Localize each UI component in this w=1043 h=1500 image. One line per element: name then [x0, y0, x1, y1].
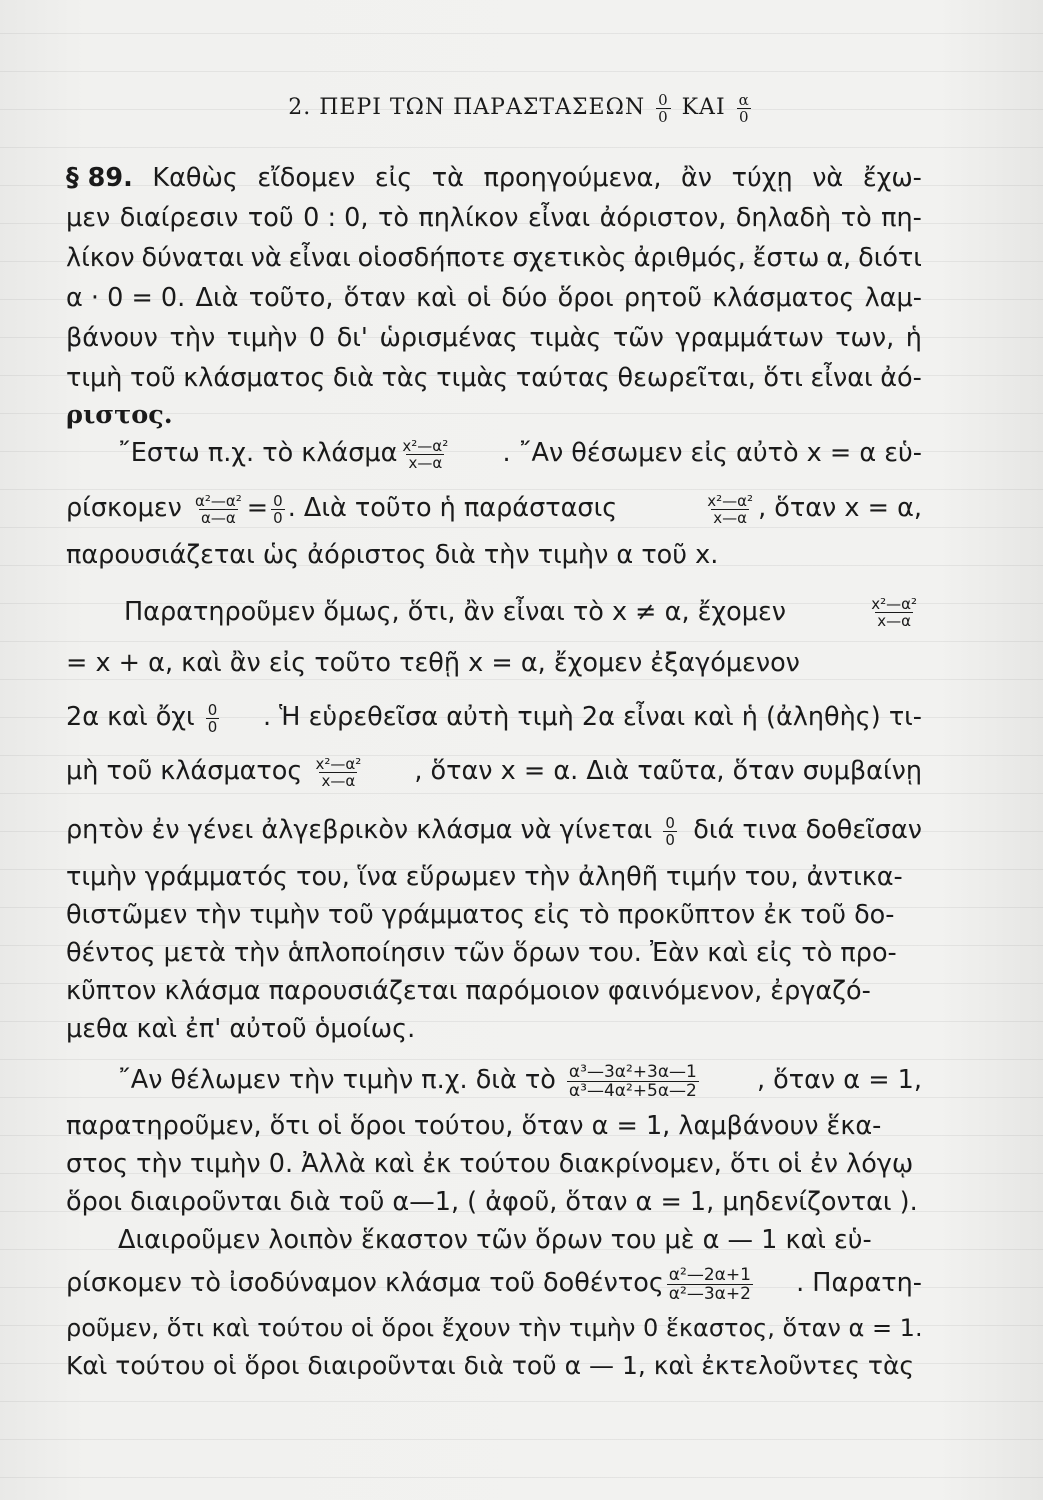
word: 0 [308, 323, 326, 353]
word: εἶναι [810, 363, 873, 393]
word: ἔστω [752, 243, 820, 273]
p1-line-2 [66, 198, 922, 238]
p4-line-1: ῎Αν θέλωμεν τὴν τιμὴν π.χ. διὰ τὸ $\frac{\text{α³—3α²+3α—1}}{\text{α³—4α²+5α—2}}$ , ὅταν α = 1, [118, 1061, 922, 1101]
word: 0 : 0, [303, 203, 369, 233]
section-number: § 89. [66, 163, 133, 193]
word: τοῦ [247, 203, 294, 233]
word: γραμμάτων [675, 323, 824, 353]
word: νὰ [812, 163, 844, 193]
p5-line-3: ροῦμεν, ὅτι καὶ τούτου οἱ ὅροι ἔχουν τὴν τιμὴν 0 ἕκαστος, ὅταν α = 1. [66, 1314, 923, 1342]
word: σχετικὸς [512, 243, 627, 273]
p2-line-2: ρίσκομεν $\frac{\text{α²—α²}}{\alpha—\alpha}$ = $\frac{0}{0}$ . Διὰ τοῦτο ἡ παράστασις $\frac{\text{x²—α²}}{x—\alpha}$ , ὅταν x = α, [66, 491, 922, 527]
word: Διὰ [195, 283, 239, 313]
word: τὰ [431, 163, 464, 193]
word: ὅταν [343, 283, 406, 313]
p1-line-4 [66, 278, 922, 318]
word: πηλίκον [418, 203, 519, 233]
p3-line-7: θιστῶμεν τὴν τιμὴν τοῦ γράμματος εἰς τὸ προκῦπτον ἐκ τοῦ δο- [66, 900, 895, 930]
p5-line-1: Διαιροῦμεν λοιπὸν ἕκαστον τῶν ὅρων του μὲ α — 1 καὶ εὑ- [118, 1225, 872, 1255]
fraction: $\frac{\text{x²—α²}}{x—\alpha}$ [707, 491, 754, 527]
p5-line-4: Καὶ τούτου οἱ ὅροι διαιροῦνται διὰ τοῦ α — 1, καὶ ἐκτελοῦντες τὰς [66, 1351, 915, 1380]
p5-line-2: ρίσκομεν τὸ ἰσοδύναμον κλάσμα τοῦ δοθέντος $\frac{\text{α²—2α+1}}{\text{α²—3α+2}}$ . Παρατη- [66, 1264, 922, 1304]
word: α · 0 = 0. [66, 283, 186, 313]
p3-line-10: μεθα καὶ ἐπ' αὐτοῦ ὁμοίως. [66, 1014, 416, 1044]
word: ὡρισμένας [379, 323, 518, 353]
section-heading [0, 88, 1043, 128]
word: τιμὴν [226, 323, 298, 353]
p3-line-5: ρητὸν ἐν γένει ἀλγεβρικὸν κλάσμα νὰ γίνεται $\frac{0}{0}$ διά τινα δοθεῖσαν [66, 813, 922, 849]
p4-line-2: παρατηροῦμεν, ὅτι οἱ ὅροι τούτου, ὅταν α = 1, λαμβάνουν ἕκα- [66, 1111, 882, 1141]
fraction: $\frac{0}{0}$ [665, 813, 675, 849]
heading-fraction-alpha-over-zero: $\frac{\alpha}{0}$ [738, 90, 750, 126]
word: προηγούμενα, [483, 163, 662, 193]
fraction: $\frac{\text{x²—α²}}{x—\alpha}$ [871, 594, 917, 630]
p3-line-4: μὴ τοῦ κλάσματος $\frac{\text{x²—α²}}{x—\alpha}$ , ὅταν x = α. Διὰ ταῦτα, ὅταν συμβαίνῃ [66, 754, 922, 790]
word: καὶ [416, 283, 457, 313]
word: εἴδομεν [257, 163, 356, 193]
p3-line-8: θέντος μετὰ τὴν ἁπλοποίησιν τῶν ὅρων του. Ἐὰν καὶ εἰς τὸ προ- [66, 938, 897, 968]
word: τιμὰς [436, 363, 509, 393]
word: ὅτι [763, 363, 803, 393]
word: κλάσματος [712, 283, 855, 313]
heading-and: ΚΑΙ [681, 95, 726, 120]
fraction: $\frac{0}{0}$ [273, 491, 283, 527]
p1-line-3 [66, 238, 922, 278]
p2-line-3: παρουσιάζεται ὡς ἀόριστος διὰ τὴν τιμὴν α τοῦ x. [66, 540, 719, 570]
p3-line-1: Παρατηροῦμεν ὅμως, ὅτι, ἂν εἶναι τὸ x ≠ α, ἔχομεν $\frac{\text{x²—α²}}{x—\alpha}$ [124, 594, 917, 630]
fraction: $\frac{\text{x²—α²}}{x—\alpha}$ [315, 754, 362, 790]
fraction: $\frac{\text{α²—α²}}{\alpha—\alpha}$ [194, 491, 242, 527]
word: θεωρεῖται, [617, 363, 756, 393]
word: ρητοῦ [623, 283, 702, 313]
word: διαίρεσιν [119, 203, 239, 233]
word: τιμὴ [66, 363, 123, 393]
fraction: $\frac{\text{α²—2α+1}}{\text{α²—3α+2}}$ [668, 1264, 751, 1304]
word: ταύτας [515, 363, 610, 393]
fraction: $\frac{\text{α³—3α²+3α—1}}{\text{α³—4α²+5α—2}}$ [568, 1061, 697, 1101]
word: ἡ [905, 323, 922, 353]
word: τὴν [169, 323, 216, 353]
word: οἱ [466, 283, 492, 313]
word: τὸ [377, 203, 409, 233]
p3-line-9: κῦπτον κλάσμα παρουσιάζεται παρόμοιον φαινόμενον, ἐργαζό- [66, 976, 871, 1006]
word: εἶναι [288, 243, 351, 273]
word: ὅροι [557, 283, 614, 313]
word: ἀριθμός, [633, 243, 746, 273]
word: τὰς [381, 363, 429, 393]
word: ἀόριστον, [599, 203, 727, 233]
word: δι' [336, 323, 368, 353]
p1-line-7 [66, 395, 922, 435]
word: τιμὰς [529, 323, 602, 353]
word: νὰ [250, 243, 282, 273]
p3-line-2: = x + α, καὶ ἂν εἰς τοῦτο τεθῇ x = α, ἔχομεν ἐξαγόμενον [66, 648, 800, 678]
word: τοῦ [129, 363, 176, 393]
word: λίκον [66, 243, 135, 273]
p4-line-3: στος τὴν τιμὴν 0. Ἀλλὰ καὶ ἐκ τούτου διακρίνομεν, ὅτι οἱ ἐν λόγῳ [66, 1149, 914, 1179]
word: δηλαδὴ [735, 203, 832, 233]
p1-line-5 [66, 318, 922, 358]
word: ἀό- [880, 363, 922, 393]
word: διὰ [332, 363, 374, 393]
p3-line-6: τιμὴν γράμματός του, ἵνα εὕρωμεν τὴν ἀληθῆ τιμήν του, ἀντικα- [66, 862, 903, 892]
p1-line-1 [66, 158, 922, 198]
p2-line-1: ῎Εστω π.χ. τὸ κλάσμα $\frac{\text{x²—α²}}{x—\alpha}$ . ῎Αν θέσωμεν εἰς αὐτὸ x = α εὑ- [118, 436, 922, 472]
word: μεν [66, 203, 111, 233]
word: εἰς [374, 163, 413, 193]
heading-text: 2. ΠΕΡΙ ΤΩΝ ΠΑΡΑΣΤΑΣΕΩΝ [288, 95, 646, 120]
p3-line-3: 2α καὶ ὄχι $\frac{0}{0}$ . Ἡ εὑρεθεῖσα αὐτὴ τιμὴ 2α εἶναι καὶ ἡ (ἀληθὴς) τι- [66, 700, 922, 736]
word: τύχῃ [731, 163, 793, 193]
word: οἱοσδήποτε [357, 243, 506, 273]
word: ἂν [681, 163, 713, 193]
word: πη- [881, 203, 922, 233]
word: δύναται [141, 243, 244, 273]
word: βάνουν [66, 323, 158, 353]
word: δύο [501, 283, 548, 313]
word: τῶν [612, 323, 664, 353]
word: α, [826, 243, 852, 273]
heading-fraction-zero-over-zero: $\frac{0}{0}$ [658, 90, 669, 126]
word: ἔχω- [862, 163, 922, 193]
p1-line-6 [66, 358, 922, 398]
word: τὸ [840, 203, 872, 233]
fraction: $\frac{0}{0}$ [207, 700, 218, 736]
word: διότι [858, 243, 922, 273]
word: λαμ- [864, 283, 922, 313]
word: Καθὼς [152, 163, 238, 193]
bold-term: ριστος. [66, 400, 173, 430]
word: τοῦτο, [248, 283, 334, 313]
p4-line-4: ὅροι διαιροῦνται διὰ τοῦ α—1, ( ἀφοῦ, ὅταν α = 1, μηδενίζονται ). [66, 1187, 918, 1217]
word: κλάσματος [183, 363, 326, 393]
word: εἶναι [528, 203, 591, 233]
word: των, [835, 323, 895, 353]
fraction: $\frac{\text{x²—α²}}{x—\alpha}$ [402, 436, 449, 472]
